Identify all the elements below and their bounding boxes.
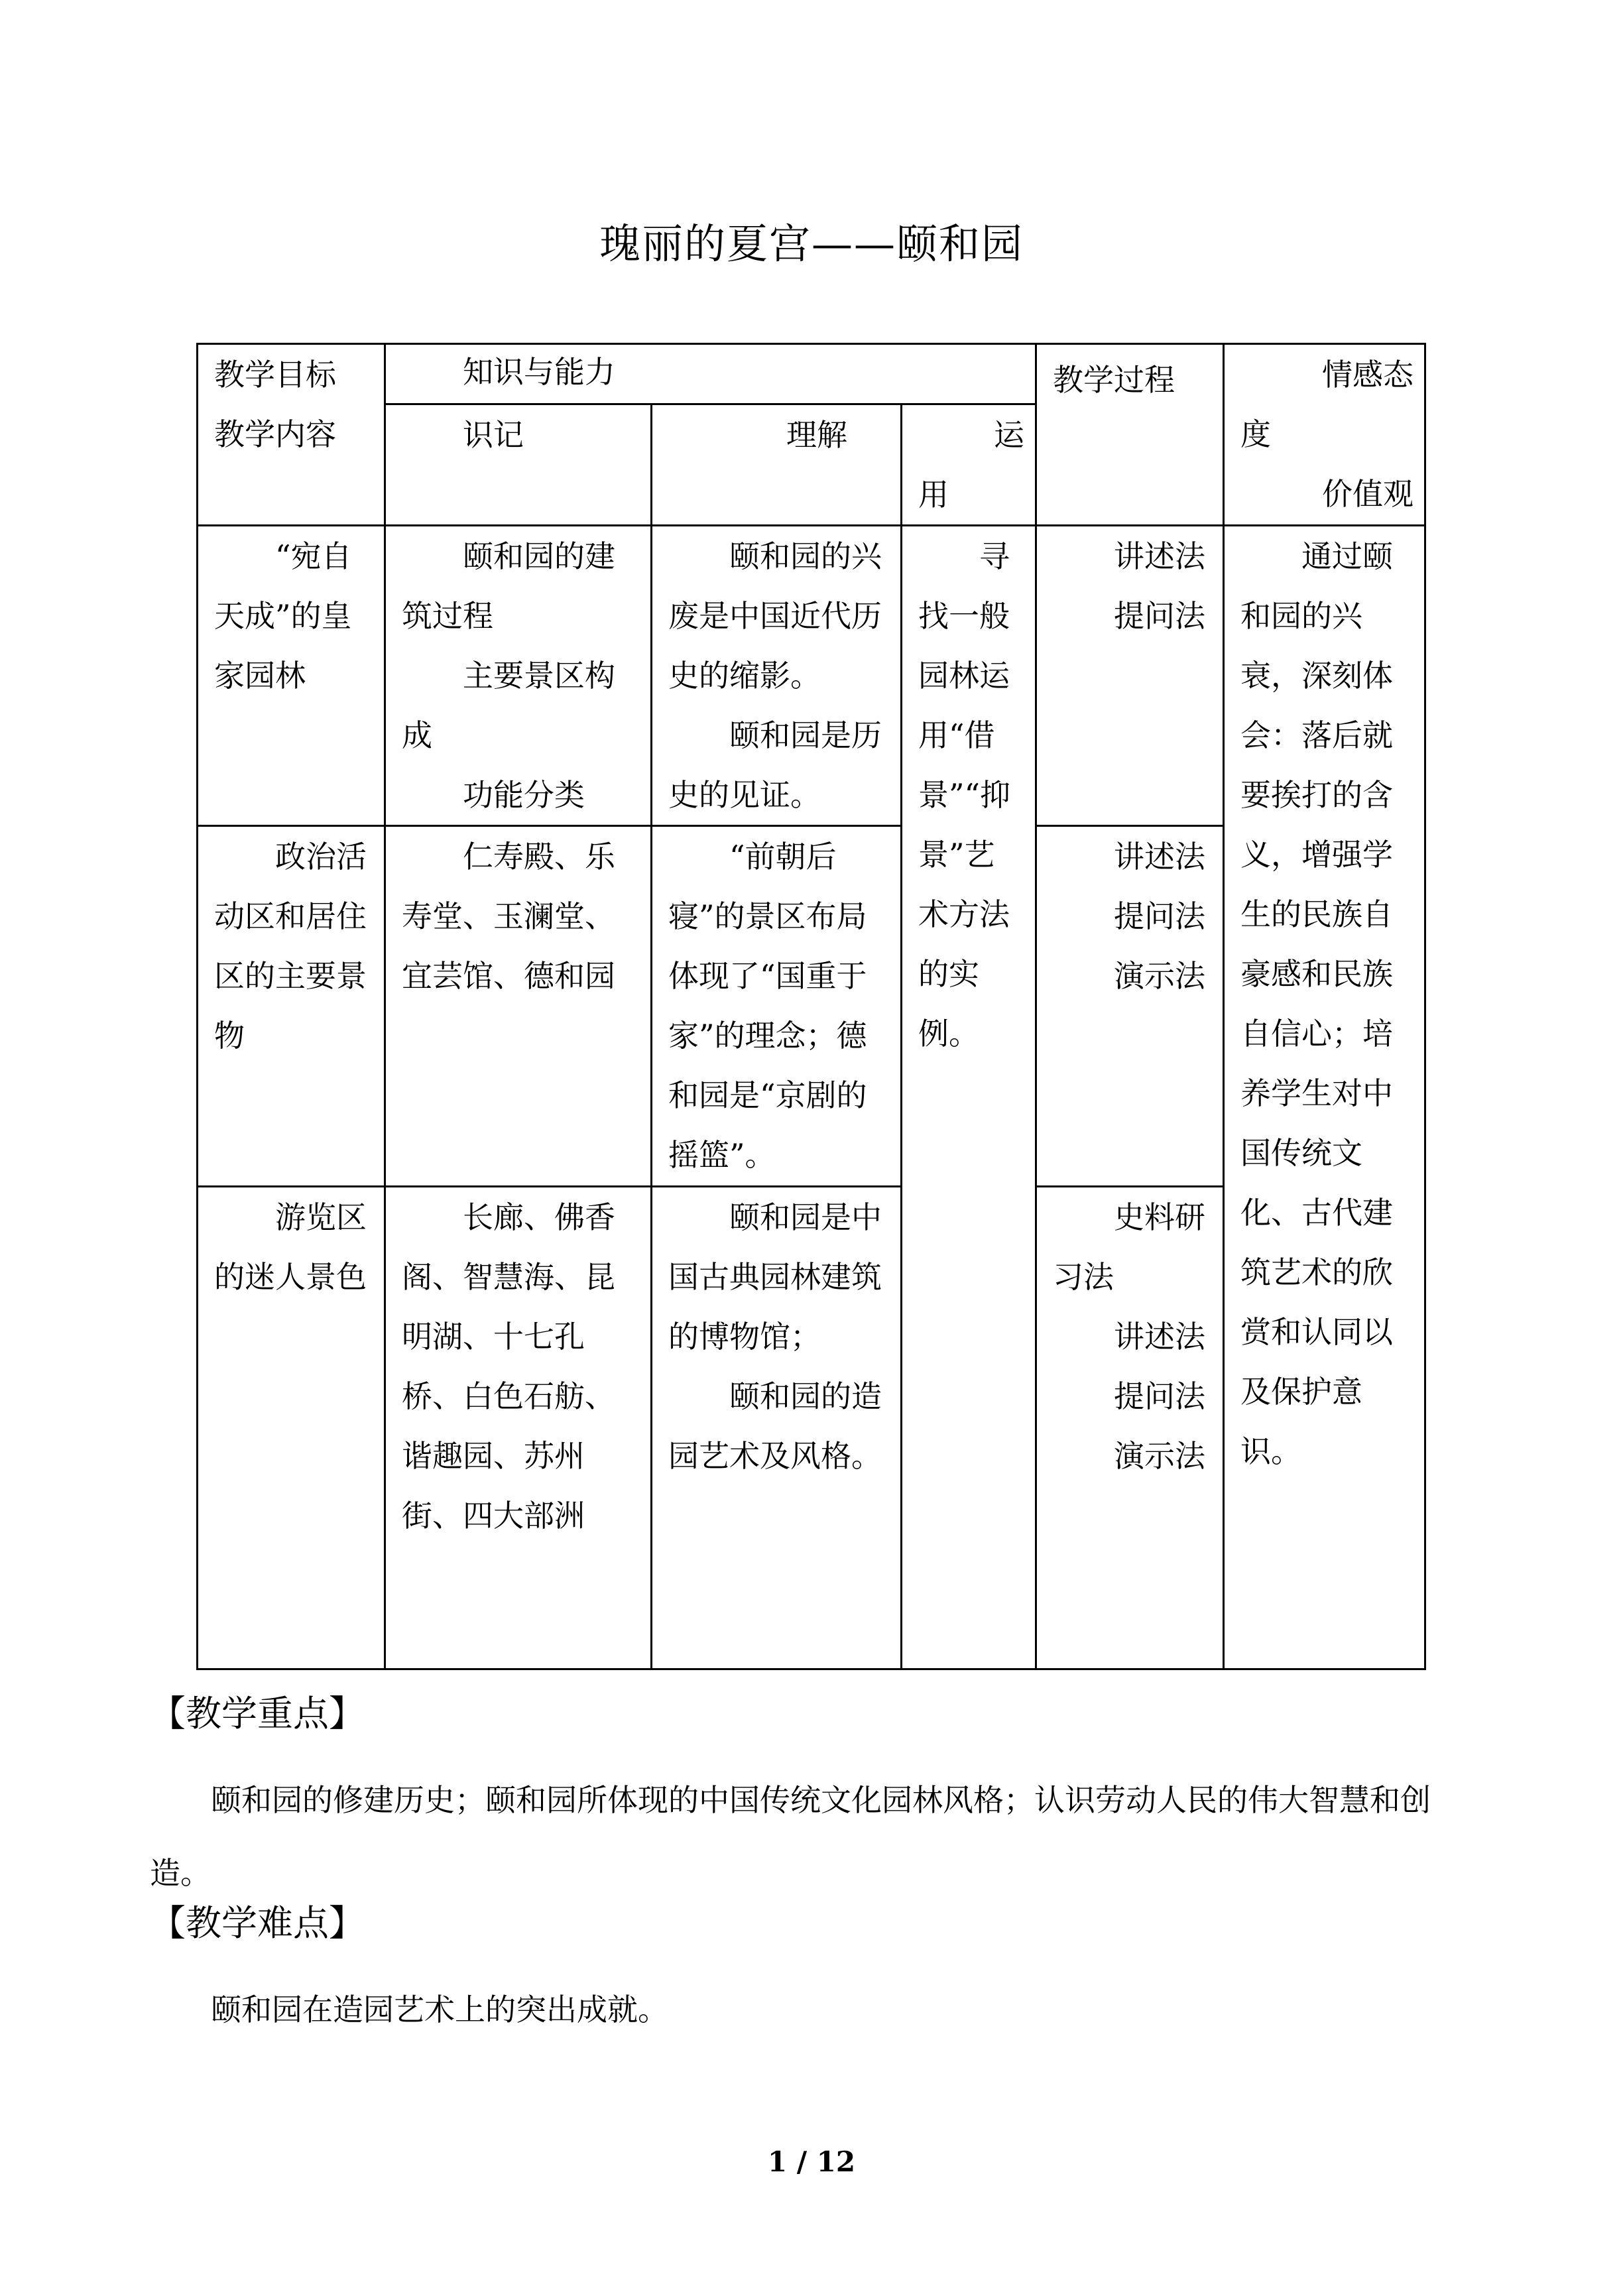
header-knowledge: 知识与能力: [385, 344, 1036, 404]
row3-content: 游览区的迷人景色: [198, 1187, 385, 1669]
header-apply-2: 用: [918, 477, 949, 513]
row2-process-2: 提问法: [1114, 898, 1206, 934]
header-emotion-3: 价值观: [1322, 476, 1414, 512]
row3-understand-2: 颐和园的造园艺术及风格。: [668, 1378, 882, 1474]
header-emotion-cell: [1224, 344, 1425, 526]
row2-process-cell: [1036, 826, 1224, 1187]
row1-memorize-cell: [385, 526, 652, 826]
header-memorize: 识记: [385, 404, 652, 526]
row3-process-cell: [1036, 1187, 1224, 1669]
row1-memorize-1: 颐和园的建筑过程: [402, 538, 615, 634]
header-apply-cell: [902, 404, 1036, 526]
key-points-text: 颐和园的修建历史；颐和园所体现的中国传统文化园林风格；认识劳动人民的伟大智慧和创造。: [150, 1782, 1431, 1891]
row3-process-3: 提问法: [1114, 1378, 1206, 1414]
header-apply-1: 运: [994, 417, 1025, 453]
row2-memorize-cell: [385, 826, 652, 1187]
header-emotion-2: 度: [1240, 416, 1272, 452]
header-emotion-1: 情感态: [1322, 357, 1414, 393]
header-content: 教学内容: [214, 416, 336, 452]
header-understand: 理解: [652, 404, 902, 526]
header-process: 教学过程: [1036, 344, 1224, 526]
header-goal: 教学目标: [214, 357, 336, 393]
page-title: 瑰丽的夏宫——颐和园: [599, 219, 1024, 268]
row1-understand-1: 颐和园的兴废是中国近代历史的缩影。: [668, 538, 882, 694]
row2-content: 政治活动区和居住区的主要景物: [198, 826, 385, 1187]
difficulties-heading: 【教学难点】: [150, 1902, 365, 1944]
row1-content: “宛自天成”的皇家园林: [198, 526, 385, 826]
row2-understand-1: “前朝后寝”的景区布局体现了“国重于家”的理念；德和园是“京剧的摇篮”。: [668, 839, 867, 1173]
row2-understand-cell: [652, 826, 902, 1187]
row3-memorize-cell: [385, 1187, 652, 1669]
row3-process-2: 讲述法: [1114, 1319, 1206, 1355]
difficulties-text: 颐和园在造园艺术上的突出成就。: [211, 1992, 668, 2027]
row1-memorize-3: 功能分类: [463, 777, 585, 813]
header-goal-content-cell: [198, 344, 385, 526]
row3-understand-1: 颐和园是中国古典园林建筑的博物馆；: [668, 1199, 882, 1355]
row2-process-3: 演示法: [1114, 958, 1206, 994]
key-points-heading: 【教学重点】: [150, 1693, 365, 1734]
row1-understand-2: 颐和园是历史的见证。: [668, 717, 882, 813]
row3-understand-cell: [652, 1187, 902, 1669]
apply-cell: 寻找一般园林运用“借景”“抑景”艺术方法的实例。: [902, 526, 1036, 1669]
row3-memorize-1: 长廊、佛香阁、智慧海、昆明湖、十七孔桥、白色石舫、谐趣园、苏州街、四大部洲: [402, 1199, 615, 1534]
row1-memorize-2: 主要景区构成: [402, 658, 615, 753]
row1-process-2: 提问法: [1114, 598, 1206, 634]
table-row: [198, 526, 1425, 826]
row2-memorize-1: 仁寿殿、乐寿堂、玉澜堂、宜芸馆、德和园: [402, 839, 615, 994]
table-header-row-1: [198, 344, 1425, 404]
page-number: 1 / 12: [767, 2145, 856, 2178]
row1-process-cell: [1036, 526, 1224, 826]
row1-understand-cell: [652, 526, 902, 826]
row1-process-1: 讲述法: [1114, 538, 1206, 574]
emotion-cell: 通过颐和园的兴衰，深刻体会：落后就要挨打的含义，增强学生的民族自豪感和民族自信心；培养学生对中国传统文化、古代建筑艺术的欣赏和认同以及保护意识。: [1224, 526, 1425, 1669]
lesson-plan-table: [196, 343, 1426, 1670]
row2-process-1: 讲述法: [1114, 839, 1206, 875]
row3-process-4: 演示法: [1114, 1438, 1206, 1474]
row3-process-1: 史料研习法: [1053, 1199, 1206, 1295]
